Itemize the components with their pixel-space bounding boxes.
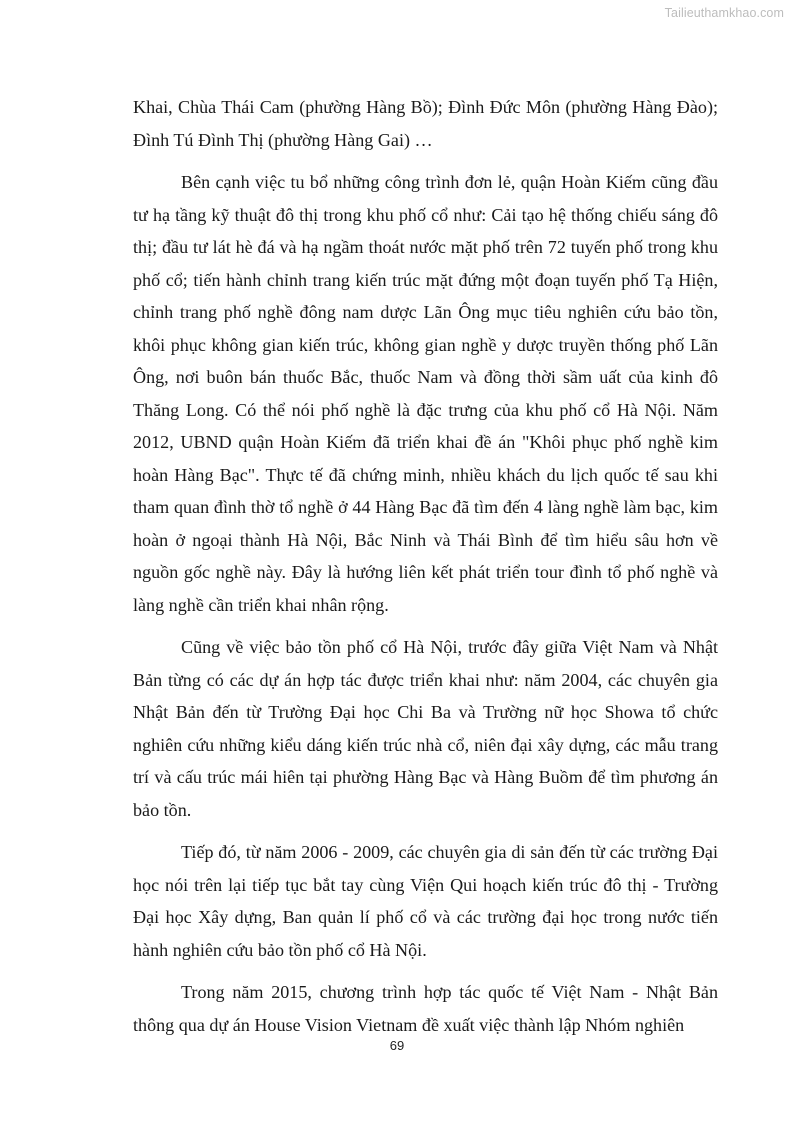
document-body xyxy=(133,91,718,1041)
paragraph-2015: Trong năm 2015, chương trình hợp tác quốc tế Việt Nam - Nhật Bản thông qua dự án House Vision Vietnam đề xuất việc thành lập Nhóm nghiên xyxy=(133,982,718,1035)
paragraph-continuation: Khai, Chùa Thái Cam (phường Hàng Bồ); Đình Đức Môn (phường Hàng Đào); Đình Tú Đình Thị (phường Hàng Gai) … xyxy=(133,97,718,150)
watermark-text: Tailieuthamkhao.com xyxy=(664,6,784,20)
paragraph-japan-cooperation: Cũng về việc bảo tồn phố cổ Hà Nội, trước đây giữa Việt Nam và Nhật Bản từng có các dự án hợp tác được triển khai như: năm 2004, các chuyên gia Nhật Bản đến từ Trường Đại học Chi Ba và Trường nữ học Showa tổ chức nghiên cứu những kiểu dáng kiến trúc nhà cổ, niên đại xây dựng, các mẫu trang trí và cấu trúc mái hiên tại phường Hàng Bạc và Hàng Buồm để tìm phương án bảo tồn. xyxy=(133,637,718,820)
paragraph-infrastructure: Bên cạnh việc tu bổ những công trình đơn lẻ, quận Hoàn Kiếm cũng đầu tư hạ tầng kỹ thuật đô thị trong khu phố cổ như: Cải tạo hệ thống chiếu sáng đô thị; đầu tư lát hè đá và hạ ngầm thoát nước mặt phố trên 72 tuyến phố trong khu phố cổ; tiến hành chỉnh trang kiến trúc mặt đứng một đoạn tuyến phố Tạ Hiện, chỉnh trang phố nghề đông nam dược Lãn Ông mục tiêu nghiên cứu bảo tồn, khôi phục không gian kiến trúc, không gian nghề y dược truyền thống phố Lãn Ông, nơi buôn bán thuốc Bắc, thuốc Nam và đồng thời sầm uất của kinh đô Thăng Long. Có thể nói phố nghề là đặc trưng của khu phố cổ Hà Nội. Năm 2012, UBND quận Hoàn Kiếm đã triển khai đề án "Khôi phục phố nghề kim hoàn Hàng Bạc". Thực tế đã chứng minh, nhiều khách du lịch quốc tế sau khi tham quan đình thờ tổ nghề ở 44 Hàng Bạc đã tìm đến 4 làng nghề làm bạc, kim hoàn ở ngoại thành Hà Nội, Bắc Ninh và Thái Bình để tìm hiểu sâu hơn về nguồn gốc nghề này. Đây là hướng liên kết phát triển tour đình tổ phố nghề và làng nghề cần triển khai nhân rộng. xyxy=(133,172,718,615)
paragraph-2006-2009: Tiếp đó, từ năm 2006 - 2009, các chuyên gia di sản đến từ các trường Đại học nói trên lại tiếp tục bắt tay cùng Viện Qui hoạch kiến trúc đô thị - Trường Đại học Xây dựng, Ban quản lí phố cổ và các trường đại học trong nước tiến hành nghiên cứu bảo tồn phố cổ Hà Nội. xyxy=(133,842,718,960)
page-number: 69 xyxy=(389,1038,405,1053)
